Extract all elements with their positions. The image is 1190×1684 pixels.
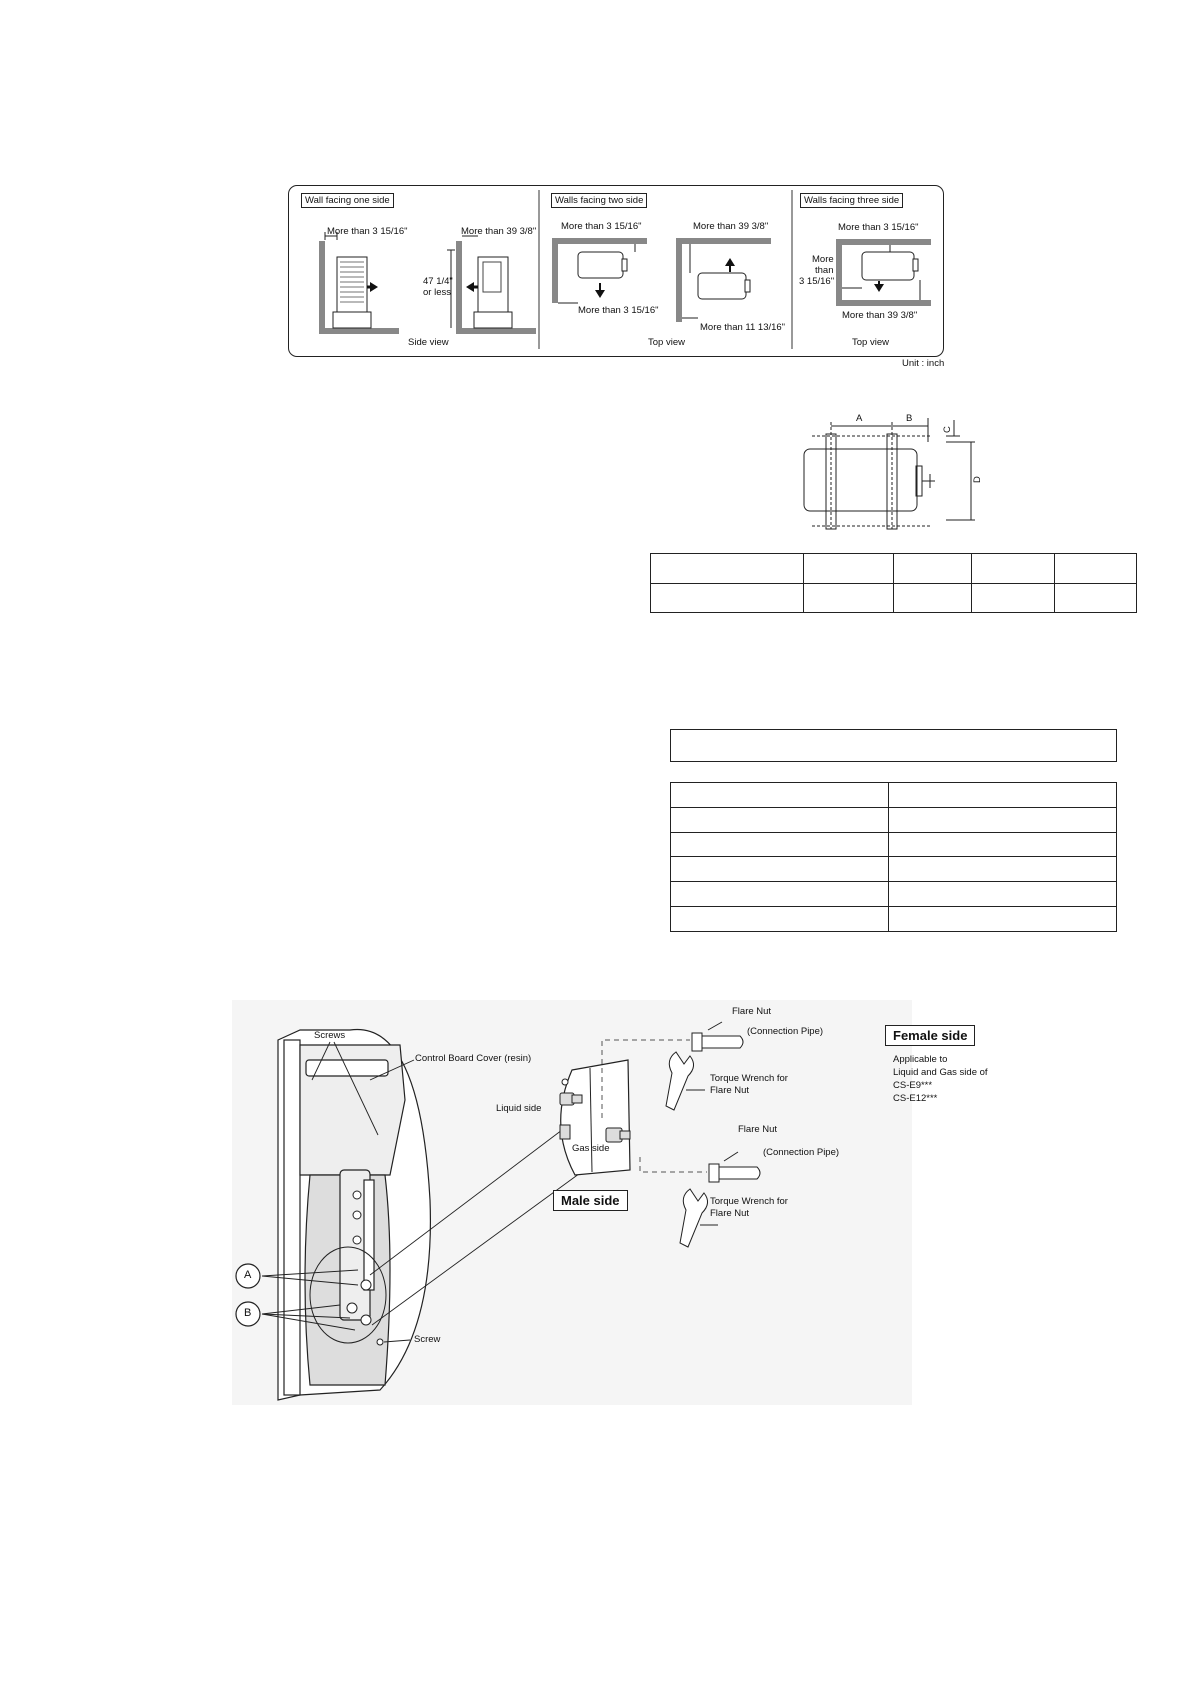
male-side-label: Male side	[553, 1190, 628, 1211]
flare-nut-label-1: Flare Nut	[732, 1006, 772, 1017]
flare-nut-label-2: Flare Nut	[738, 1124, 778, 1135]
label-three-left-2: than	[815, 265, 834, 276]
torque-wrench-label-2b: Flare Nut	[710, 1208, 750, 1219]
connection-pipe-label-1: (Connection Pipe)	[747, 1026, 824, 1037]
applicable-line-2: Liquid and Gas side of	[893, 1067, 988, 1078]
torque-wrench-label-2a: Torque Wrench for	[710, 1196, 788, 1207]
dimension-a: A	[856, 413, 863, 424]
unit-label: Unit : inch	[902, 358, 945, 369]
label-one-height-1: 47 1/4"	[423, 276, 453, 287]
top-view-label-1: Top view	[648, 337, 685, 348]
label-three-top: More than 3 15/16"	[838, 222, 919, 233]
liquid-side-label: Liquid side	[496, 1103, 542, 1114]
label-two-top-left: More than 3 15/16"	[561, 221, 642, 232]
applicable-line-3: CS-E9***	[893, 1080, 933, 1091]
label-three-left-1: More	[812, 254, 834, 265]
gas-side-label: Gas side	[572, 1143, 610, 1154]
screw-label: Screw	[414, 1334, 441, 1345]
label-two-bottom-right: More than 11 13/16"	[700, 322, 786, 333]
section-title-two-side: Walls facing two side	[551, 193, 647, 208]
dimension-b: B	[906, 413, 913, 424]
top-view-label-2: Top view	[852, 337, 889, 348]
dimension-d: D	[971, 476, 983, 483]
dimension-c: C	[941, 426, 953, 433]
label-two-top-right: More than 39 3/8"	[693, 221, 769, 232]
marker-a: A	[244, 1269, 252, 1281]
label-three-left-3: 3 15/16"	[799, 276, 835, 287]
side-view-label: Side view	[408, 337, 449, 348]
torque-wrench-label-1a: Torque Wrench for	[710, 1073, 788, 1084]
section-title-one-side: Wall facing one side	[301, 193, 394, 208]
applicable-line-1: Applicable to	[893, 1054, 948, 1065]
label-three-bottom: More than 39 3/8"	[842, 310, 918, 321]
label-one-right: More than 39 3/8"	[461, 226, 537, 237]
section-title-three-side: Walls facing three side	[800, 193, 903, 208]
label-one-left: More than 3 15/16"	[327, 226, 408, 237]
torque-wrench-label-1b: Flare Nut	[710, 1085, 750, 1096]
label-two-bottom-left: More than 3 15/16"	[578, 305, 659, 316]
label-one-height-2: or less	[423, 287, 451, 298]
screws-label: Screws	[314, 1030, 346, 1041]
female-side-label: Female side	[885, 1025, 975, 1046]
connection-pipe-label-2: (Connection Pipe)	[763, 1147, 840, 1158]
applicable-line-4: CS-E12***	[893, 1093, 938, 1104]
control-board-cover-label: Control Board Cover (resin)	[415, 1053, 532, 1064]
marker-b: B	[244, 1307, 252, 1319]
